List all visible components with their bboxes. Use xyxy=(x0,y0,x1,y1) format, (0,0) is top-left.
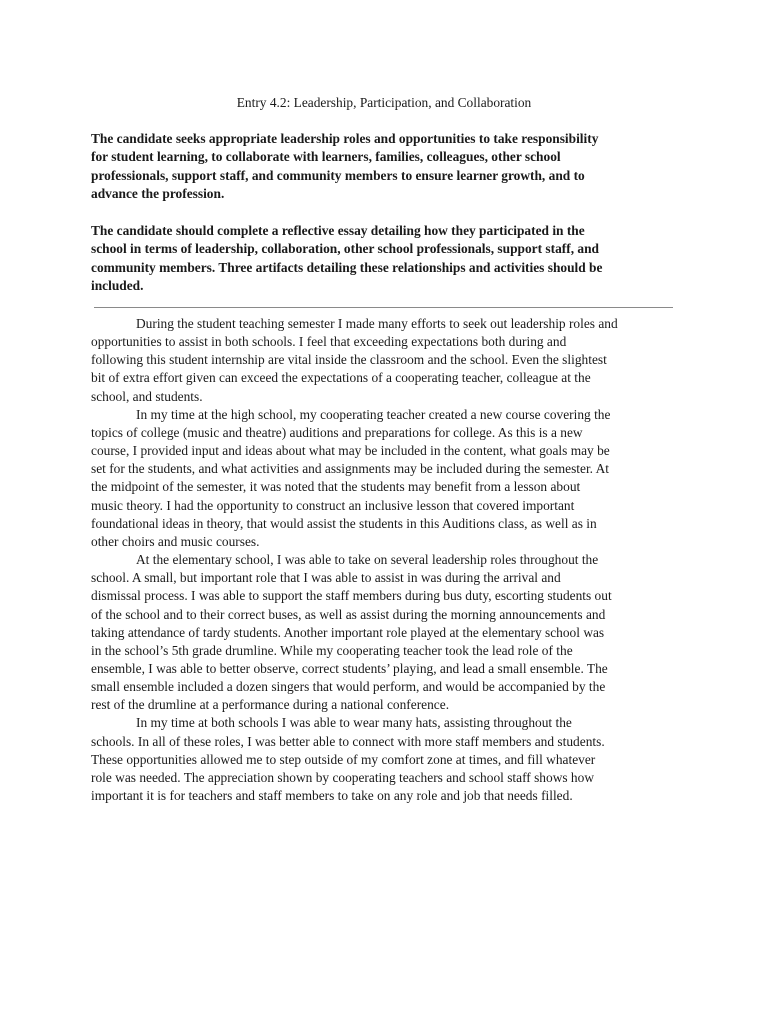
essay-line: taking attendance of tardy students. Another important role played at the elementary school was xyxy=(91,624,605,640)
prompt-line: professionals, support staff, and community members to ensure learner growth, and to xyxy=(91,167,585,183)
prompt-line: community members. Three artifacts detailing these relationships and activities should be xyxy=(91,259,603,275)
essay-line: role was needed. The appreciation shown by cooperating teachers and school staff shows how xyxy=(91,769,594,785)
prompt-line: The candidate seeks appropriate leadership roles and opportunities to take responsibility xyxy=(91,131,599,146)
essay-line: bit of extra effort given can exceed the expectations of a cooperating teacher, colleague at the xyxy=(91,370,591,386)
essay-line: important it is for teachers and staff members to take on any role and job that needs filled. xyxy=(91,788,573,804)
page-title: Entry 4.2: Leadership, Participation, and Collaboration xyxy=(236,95,532,110)
essay-line: school. A small, but important role that I was able to assist in was during the arrival and xyxy=(91,570,561,586)
prompt-line: included. xyxy=(91,277,144,293)
essay-line: topics of college (music and theatre) auditions and preparations for college. As this is a new xyxy=(91,424,583,440)
essay-line: set for the students, and what activities and assignments may be included during the semester. At xyxy=(91,461,610,477)
essay-line: ensemble, I was able to better observe, correct students’ playing, and lead a small ensemble. The xyxy=(91,660,608,676)
essay-line: opportunities to assist in both schools. I feel that exceeding expectations both during and xyxy=(91,334,567,350)
prompt-paragraph-instructions xyxy=(91,222,691,295)
essay-body xyxy=(91,315,691,805)
essay-line: These opportunities allowed me to step outside of my comfort zone at times, and fill whatever xyxy=(91,751,596,767)
essay-line: following this student internship are vital inside the classroom and the school. Even the slightest xyxy=(91,352,607,368)
essay-line: In my time at both schools I was able to wear many hats, assisting throughout the xyxy=(136,715,572,731)
essay-line: foundational ideas in theory, that would assist the students in this Auditions class, as well as in xyxy=(91,515,597,531)
prompt-line: for student learning, to collaborate with learners, families, colleagues, other school xyxy=(91,149,561,165)
essay-line: At the elementary school, I was able to take on several leadership roles throughout the xyxy=(136,552,599,568)
essay-line: During the student teaching semester I made many efforts to seek out leadership roles and xyxy=(136,316,618,331)
prompt-paragraph-standard xyxy=(91,130,691,203)
essay-line: other choirs and music courses. xyxy=(91,533,260,549)
essay-line: music theory. I had the opportunity to construct an inclusive lesson that covered important xyxy=(91,497,575,513)
essay-line: In my time at the high school, my cooperating teacher created a new course covering the xyxy=(136,406,611,422)
essay-line: dismissal process. I was able to support the staff members during bus duty, escorting students out xyxy=(91,588,612,604)
essay-line: in the school’s 5th grade drumline. While my cooperating teacher took the lead role of the xyxy=(91,642,573,658)
essay-line: the midpoint of the semester, it was noted that the students may benefit from a lesson about xyxy=(91,479,581,495)
horizontal-divider xyxy=(94,307,673,308)
essay-line: of the school and to their correct buses, as well as assist during the morning announcements and xyxy=(91,606,606,622)
prompt-line: school in terms of leadership, collaboration, other school professionals, support staff, and xyxy=(91,241,600,257)
essay-line: school, and students. xyxy=(91,388,203,404)
prompt-line: The candidate should complete a reflective essay detailing how they participated in the xyxy=(91,223,585,238)
essay-line: small ensemble included a dozen singers that would perform, and would be accompanied by the xyxy=(91,679,606,695)
essay-line: rest of the drumline at a performance during a national conference. xyxy=(91,697,450,713)
essay-line: schools. In all of these roles, I was better able to connect with more staff members and students. xyxy=(91,733,605,749)
essay-line: course, I provided input and ideas about what may be included in the content, what goals may be xyxy=(91,443,610,459)
prompt-line: advance the profession. xyxy=(91,185,225,201)
